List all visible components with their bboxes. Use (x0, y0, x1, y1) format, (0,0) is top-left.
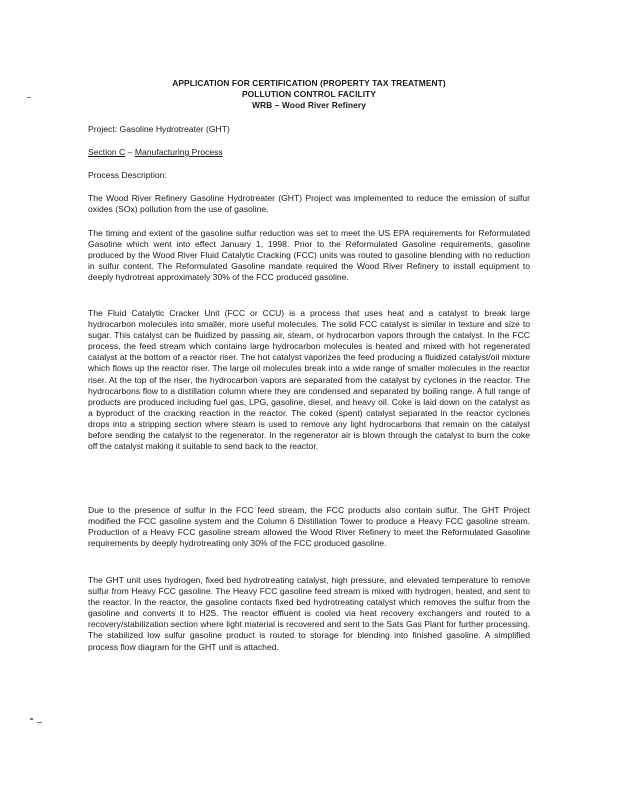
section-label: Section C (88, 147, 126, 157)
scan-speck (27, 97, 31, 98)
paragraph-ght-unit: The GHT unit uses hydrogen, fixed bed hydrotreating catalyst, high pressure, and elevated temperature to remove sulfur from Heavy FCC gasoline. The Heavy FCC gasoline feed stream is mixed with hydrogen, heated, and sent to the reactor. In the reactor, the gasoline contacts fixed bed hydrotreating catalyst which removes the sulfur from the gasoline and converts it to H2S. The reactor effluent is cooled via heat recovery exchangers and routed to a recovery/stabilization section where light material is recovered and sent to the Sats Gas Plant for further processing. The stabilized low sulfur gasoline product is routed to storage for blending into finished gasoline. A simplified process flow diagram for the GHT unit is attached. (88, 575, 530, 652)
paragraph-sulfur: Due to the presence of sulfur in the FCC feed stream, the FCC products also contain sulfur. The GHT Project modified the FCC gasoline system and the Column 6 Distillation Tower to produce a Heavy FCC gasoline stream. Production of a Heavy FCC gasoline stream allowed the Wood River Refinery to meet the Reformulated Gasoline requirements by deeply hydrotreating only 30% of the FCC produced gasoline. (88, 505, 530, 549)
scan-speck (30, 718, 33, 720)
paragraph-purpose: The Wood River Refinery Gasoline Hydrotreater (GHT) Project was implemented to reduce the emission of sulfur oxides (SOx) pollution from the use of gasoline. (88, 193, 530, 215)
header-facility: WRB – Wood River Refinery (251, 100, 367, 110)
scan-speck (37, 722, 42, 723)
header-subtitle: POLLUTION CONTROL FACILITY (241, 89, 377, 99)
paragraph-fcc-process: The Fluid Catalytic Cracker Unit (FCC or CCU) is a process that uses heat and a catalyst to break large hydrocarbon molecules into smaller, more useful molecules. The solid FCC catalyst is similar in texture and size to sugar. This catalyst can be fluidized by passing air, steam, or hydrocarbon vapors through the catalyst. In the FCC process, the feed stream which contains large hydrocarbon molecules is heated and mixed with hot regenerated catalyst at the bottom of a reactor riser. The hot catalyst vaporizes the feed producing a fluidized catalyst/oil mixture which flows up the reactor riser. The large oil molecules break into a wide range of smaller molecules in the reactor riser. At the top of the riser, the hydrocarbon vapors are separated from the catalyst by cyclones in the reactor. The hydrocarbons flow to a distillation column where they are condensed and separated by boiling range. A full range of products are produced including fuel gas, LPG, gasoline, diesel, and heavy oil. Coke is laid down on the catalyst as a byproduct of the cracking reaction in the reactor. The coked (spent) catalyst separated in the reactor cyclones drops into a stripping section where steam is used to remove any light hydrocarbons that remain on the catalyst before sending the catalyst to the regenerator. In the regenerator air is blown through the catalyst to burn the coke off the catalyst making it suitable to send back to the reactor. (88, 308, 530, 452)
process-description-heading: Process Description: (88, 170, 167, 180)
header-title: APPLICATION FOR CERTIFICATION (PROPERTY TAX TREATMENT) (172, 78, 446, 88)
project-line: Project: Gasoline Hydrotreater (GHT) (88, 124, 230, 134)
section-line: Section C – Manufacturing Process (88, 147, 223, 157)
document-header (0, 78, 618, 111)
section-title: Manufacturing Process (134, 147, 223, 157)
paragraph-timing: The timing and extent of the gasoline sulfur reduction was set to meet the US EPA requirements for Reformulated Gasoline which went into effect January 1, 1998. Prior to the Reformulated Gasoline requirements, gasoline produced by the Wood River Fluid Catalytic Cracking (FCC) units was routed to gasoline blending with no reduction in sulfur content. The Reformulated Gasoline mandate required the Wood River Refinery to install equipment to deeply hydrotreat approximately 30% of the FCC produced gasoline. (88, 228, 530, 283)
